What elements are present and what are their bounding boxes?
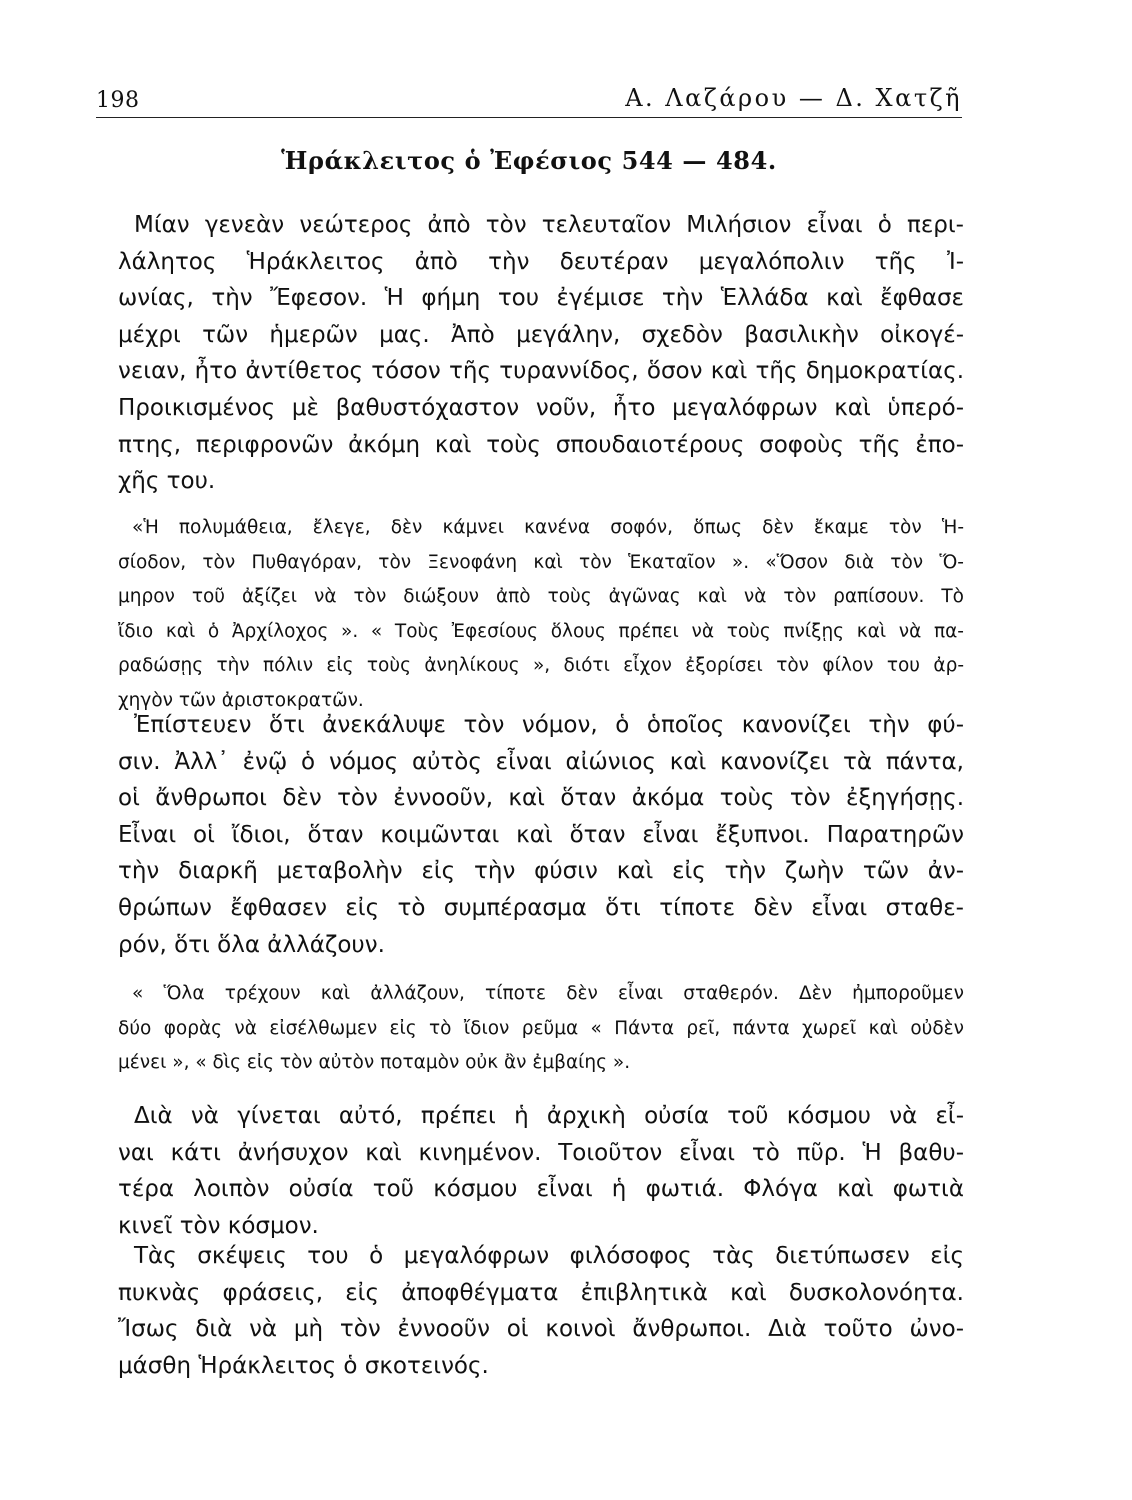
text-line: νειαν, ἦτο ἀντίθετος τόσον τῆς τυραννίδος, ὅσον καὶ τῆς δημοκρατίας. <box>118 358 964 385</box>
text-line: λάλητος Ἡράκλειτος ἀπὸ τὴν δευτέραν μεγαλόπολιν τῆς Ἰ- <box>118 248 964 275</box>
text-line: οἱ ἄνθρωποι δὲν τὸν ἐννοοῦν, καὶ ὅταν ἀκόμα τοὺς τὸν ἐξηγήσῃς. <box>118 785 964 812</box>
paragraph-3 <box>118 1098 964 1244</box>
paragraph-4 <box>118 1238 964 1384</box>
text-line: τέρα λοιπὸν οὐσία τοῦ κόσμου εἶναι ἡ φωτιά. Φλόγα καὶ φωτιὰ <box>118 1176 964 1203</box>
quote-line: δύο φορὰς νὰ εἰσέλθωμεν εἰς τὸ ἴδιον ρεῦμα « Πάντα ρεῖ, πάντα χωρεῖ καὶ οὐδὲν <box>118 1017 964 1039</box>
text-line: Προικισμένος μὲ βαθυστόχαστον νοῦν, ἦτο μεγαλόφρων καὶ ὑπερό- <box>118 394 964 421</box>
text-line: μέχρι τῶν ἡμερῶν μας. Ἀπὸ μεγάλην, σχεδὸν βασιλικὴν οἰκογέ- <box>118 321 964 348</box>
running-head <box>96 76 962 116</box>
text-line: ωνίας, τὴν Ἔφεσον. Ἡ φήμη του ἐγέμισε τὴν Ἑλλάδα καὶ ἔφθασε <box>118 285 964 312</box>
quote-line: σίοδον, τὸν Πυθαγόραν, τὸν Ξενοφάνη καὶ τὸν Ἑκαταῖον ». «Ὅσον διὰ τὸν Ὅ- <box>118 551 964 573</box>
text-line: Εἶναι οἱ ἴδιοι, ὅταν κοιμῶνται καὶ ὅταν εἶναι ἔξυπνοι. Παρατηρῶν <box>118 821 964 848</box>
quote-line: χηγὸν τῶν ἀριστοκρατῶν. <box>118 689 364 711</box>
text-line: πυκνὰς φράσεις, εἰς ἀποφθέγματα ἐπιβλητικὰ καὶ δυσκολονόητα. <box>118 1279 964 1306</box>
header-rule <box>96 117 962 118</box>
page-number: 198 <box>96 88 140 113</box>
text-line: πτης, περιφρονῶν ἀκόμη καὶ τοὺς σπουδαιοτέρους σοφοὺς τῆς ἐπο- <box>118 431 964 458</box>
text-line: θρώπων ἔφθασεν εἰς τὸ συμπέρασμα ὅτι τίποτε δὲν εἶναι σταθε- <box>118 894 964 921</box>
text-line: κινεῖ τὸν κόσμον. <box>118 1212 319 1239</box>
text-line: Ἐπίστευεν ὅτι ἀνεκάλυψε τὸν νόμον, ὁ ὁποῖος κανονίζει τὴν φύ- <box>134 712 964 738</box>
quote-line: « Ὅλα τρέχουν καὶ ἀλλάζουν, τίποτε δὲν εἶναι σταθερόν. Δὲν ἠμποροῦμεν <box>132 983 964 1004</box>
text-line: Μίαν γενεὰν νεώτερος ἀπὸ τὸν τελευταῖον Μιλήσιον εἶναι ὁ περι- <box>134 212 964 238</box>
text-line: χῆς του. <box>118 468 216 495</box>
chapter-title: Ἡράκλειτος ὁ Ἐφέσιος 544 — 484. <box>281 146 777 175</box>
running-head-authors: Α. Λαζάρου — Δ. Χατζῆ <box>625 84 962 112</box>
text-line: σιν. Ἀλλ᾽ ἐνῷ ὁ νόμος αὐτὸς εἶναι αἰώνιος καὶ κανονίζει τὰ πάντα, <box>118 748 964 775</box>
text-line: ρόν, ὅτι ὅλα ἀλλάζουν. <box>118 931 385 958</box>
text-line: τὴν διαρκῆ μεταβολὴν εἰς τὴν φύσιν καὶ εἰς τὴν ζωὴν τῶν ἀν- <box>118 858 964 885</box>
text-line: Ἴσως διὰ νὰ μὴ τὸν ἐννοοῦν οἱ κοινοὶ ἄνθρωποι. Διὰ τοῦτο ὠνο- <box>118 1316 964 1343</box>
quotation-1 <box>118 511 964 718</box>
quote-line: «Ἡ πολυμάθεια, ἔλεγε, δὲν κάμνει κανένα σοφόν, ὅπως δὲν ἔκαμε τὸν Ἡ- <box>132 517 964 538</box>
quote-line: μένει », « δὶς εἰς τὸν αὐτὸν ποταμὸν οὐκ ἂν ἐμβαίης ». <box>118 1052 631 1073</box>
quotation-2 <box>118 977 964 1081</box>
text-line: μάσθη Ἡράκλειτος ὁ σκοτεινός. <box>118 1352 489 1379</box>
quote-line: ραδώσῃς τὴν πόλιν εἰς τοὺς ἀνηλίκους », διότι εἶχον ἐξορίσει τὸν φίλον του ἀρ- <box>118 655 964 676</box>
quote-line: ἴδιο καὶ ὁ Ἀρχίλοχος ». « Τοὺς Ἐφεσίους ὅλους πρέπει νὰ τοὺς πνίξῃς καὶ νὰ πα- <box>118 620 964 642</box>
text-line: Διὰ νὰ γίνεται αὐτό, πρέπει ἡ ἀρχικὴ οὐσία τοῦ κόσμου νὰ εἶ- <box>134 1103 964 1129</box>
text-line: ναι κάτι ἀνήσυχον καὶ κινημένον. Τοιοῦτον εἶναι τὸ πῦρ. Ἡ βαθυ- <box>118 1139 964 1166</box>
text-line: Τὰς σκέψεις του ὁ μεγαλόφρων φιλόσοφος τὰς διετύπωσεν εἰς <box>134 1243 964 1269</box>
paragraph-2 <box>118 707 964 963</box>
paragraph-1 <box>118 207 964 500</box>
quote-line: μηρον τοῦ ἀξίζει νὰ τὸν διώξουν ἀπὸ τοὺς ἀγῶνας καὶ νὰ τὸν ραπίσουν. Τὸ <box>118 586 964 607</box>
